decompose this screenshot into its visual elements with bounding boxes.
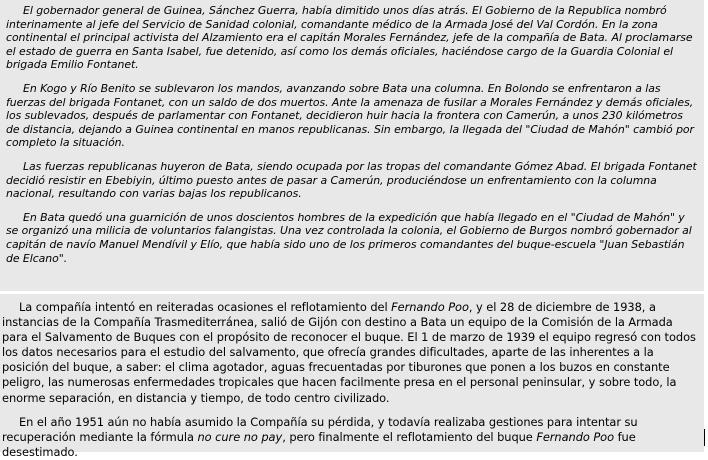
ship-name-italic: Fernando Poo	[391, 300, 469, 314]
body-paragraph-1-text-b: , y el 28 de diciembre de 1938, a instancias de la Compañía Trasmediterránea, salió de Gijón con destino a Bata un equipo de la Comisión de la Armada para el Salvamento de Buques con el propósito de reconocer el buque. El 1 de marzo de 1939 el equipo regresó con todos los datos necesarios para el estudio del salvamento, que ofrecía grandes dificultades, aparte de las inherentes a la posición del buque, a saber: el clima agotador, aguas frecuentadas por tiburones que ponen a los buzos en constante peligro, las numerosas enfermedades tropicales que hacen facilmente presa en el personal peninsular, y sobre todo, la enorme separación, en distancia y tiempo, de todo centro civilizado.	[2, 300, 696, 405]
quote-paragraph-1: El gobernador general de Guinea, Sánchez Guerra, había dimitido unos días atrás. El Gobierno de la Republica nombró interinamente al jefe del Servicio de Sanidad colonial, comandante médico de la Armada José del Val Cordón. En la zona continental el principal activista del Alzamiento era el capitán Morales Fernández, jefe de la compañía de Bata. Al proclamarse el estado de guerra en Santa Isabel, fue detenido, así como los demás oficiales, haciéndose cargo de la Guardia Colonial el brigada Emilio Fontanet.	[6, 4, 693, 72]
no-cure-no-pay-italic: no cure no pay	[197, 429, 283, 444]
text-cursor	[704, 429, 705, 446]
body-paragraph-2-text-c: fue desestimado.	[2, 429, 636, 459]
article-body-section	[0, 294, 704, 459]
body-paragraph-1-text-a: La compañía intentó en reiteradas ocasiones el reflotamiento del	[19, 300, 392, 314]
body-paragraph-2	[2, 415, 698, 460]
quote-paragraph-2: En Kogo y Río Benito se sublevaron los mandos, avanzando sobre Bata una columna. En Bolondo se enfrentaron a las fuerzas del brigada Fontanet, con un saldo de dos muertos. Ante la amenaza de fusilar a Morales Fernández y demás oficiales, los sublevados, después de parlamentar con Fontanet, decidieron huir hacia la frontera con Camerún, a unos 230 kilómetros de distancia, dejando a Guinea continental en manos republicanas. Sin embargo, la llegada del "Ciudad de Mahón" cambió por completo la situación.	[6, 81, 694, 150]
quote-paragraph-3: Las fuerzas republicanas huyeron de Bata, siendo ocupada por las tropas del comandante Gómez Abad. El brigada Fontanet decidió resistir en Ebebiyin, último puesto antes de pasar a Camerún, produciéndose un enfrentamiento con la columna nacional, resultando con varias bajas los republicanos.	[6, 159, 697, 201]
body-paragraph-2-text-b: , pero finalmente el reflotamiento del buque	[282, 429, 537, 444]
body-paragraph-2-text-a: En el año 1951 aún no había asumido la Compañía su pérdida, y todavía realizaba gestiones para intentar su recuperación mediante la fórmula	[2, 414, 638, 444]
ship-name-italic-2: Fernando Poo	[536, 429, 615, 444]
body-paragraph-1	[2, 300, 698, 406]
quote-paragraph-4: En Bata quedó una guarnición de unos doscientos hombres de la expedición que había llegado en el "Ciudad de Mahón" y se organizó una milicia de voluntarios falangistas. Una vez controlada la colonia, el Gobierno de Burgos nombró gobernador al capitán de navío Manuel Mendívil y Elío, que había sido uno de los primeros comandantes del buque-escuela "Juan Sebastián de Elcano".	[6, 210, 692, 265]
